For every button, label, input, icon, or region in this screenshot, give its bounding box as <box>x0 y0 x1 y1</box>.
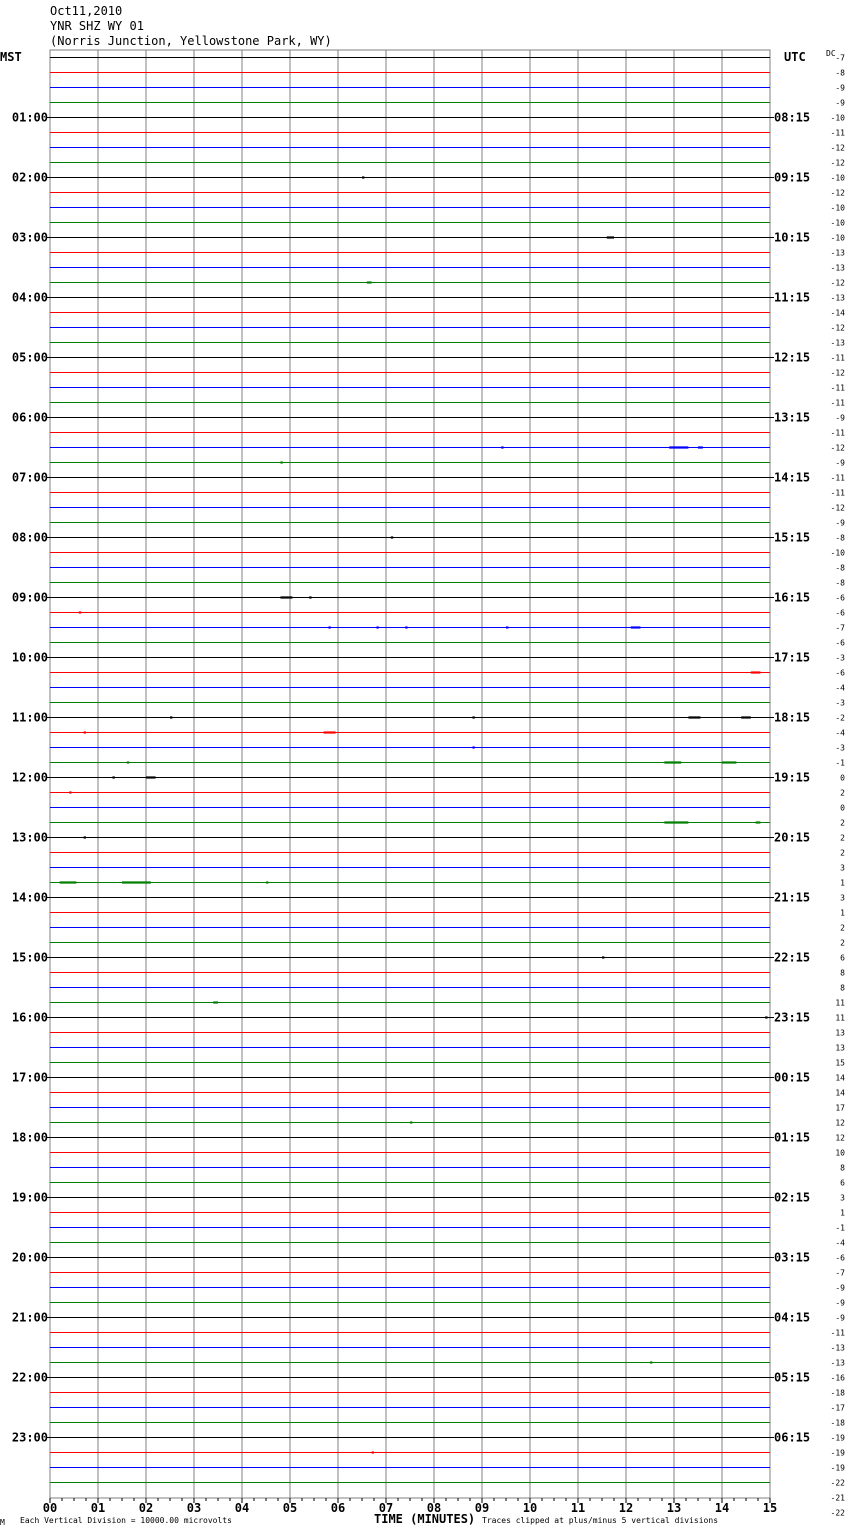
dc-offset-label: -4 <box>835 1238 845 1248</box>
mst-tick-label: 07:00 <box>11 470 48 485</box>
x-tick-label: 09 <box>474 1501 490 1515</box>
dc-offset-label: -9 <box>835 1298 845 1308</box>
dc-offset-label: -8 <box>835 533 845 543</box>
dc-offset-label: -19 <box>830 1433 845 1443</box>
dc-offset-label: 15 <box>835 1058 845 1068</box>
dc-offset-label: -12 <box>830 188 845 198</box>
utc-tick-label: 16:15 <box>774 590 811 605</box>
x-tick-label: 02 <box>138 1501 154 1515</box>
mst-tick-label: 08:00 <box>11 530 48 545</box>
dc-offset-label: -10 <box>830 113 845 123</box>
mst-tick-label: 13:00 <box>11 830 48 845</box>
mst-tick-label: 01:00 <box>11 110 48 125</box>
dc-offset-label: -10 <box>830 548 845 558</box>
dc-offset-label: -22 <box>830 1508 845 1518</box>
dc-offset-label: -11 <box>830 473 845 483</box>
dc-offset-label: -11 <box>830 428 845 438</box>
dc-offset-label: 13 <box>835 1028 845 1038</box>
dc-offset-label: 8 <box>840 968 845 978</box>
utc-tick-label: 20:15 <box>774 830 811 845</box>
dc-offset-label: 13 <box>835 1043 845 1053</box>
dc-offset-label: -10 <box>830 218 845 228</box>
dc-offset-label: 11 <box>835 1013 845 1023</box>
dc-offset-label: 2 <box>840 818 845 828</box>
mst-tick-label: 10:00 <box>11 650 48 665</box>
utc-tick-label: 00:15 <box>774 1070 811 1085</box>
mst-tick-label: 20:00 <box>11 1250 48 1265</box>
dc-offset-label: -11 <box>830 1328 845 1338</box>
dc-offset-label: 1 <box>840 908 845 918</box>
utc-tick-label: 22:15 <box>774 950 811 965</box>
mst-tick-label: 18:00 <box>11 1130 48 1145</box>
x-tick-label: 00 <box>42 1501 58 1515</box>
mst-tick-label: 16:00 <box>11 1010 48 1025</box>
dc-offset-label: -11 <box>830 488 845 498</box>
utc-axis-title: UTC <box>784 50 806 64</box>
mst-tick-label: 05:00 <box>11 350 48 365</box>
dc-offset-label: -13 <box>830 1358 845 1368</box>
dc-offset-label: -18 <box>830 1418 845 1428</box>
mst-tick-label: 02:00 <box>11 170 48 185</box>
dc-offset-label: -12 <box>830 368 845 378</box>
x-tick-label: 08 <box>426 1501 442 1515</box>
x-tick-label: 14 <box>714 1501 730 1515</box>
dc-offset-label: 2 <box>840 788 845 798</box>
dc-offset-label: -19 <box>830 1463 845 1473</box>
mst-tick-label: 09:00 <box>11 590 48 605</box>
dc-offset-label: 2 <box>840 923 845 933</box>
dc-offset-label: 6 <box>840 953 845 963</box>
utc-tick-label: 04:15 <box>774 1310 811 1325</box>
utc-tick-label: 06:15 <box>774 1430 811 1445</box>
dc-offset-label: 3 <box>840 863 845 873</box>
dc-offset-label: -11 <box>830 128 845 138</box>
dc-offset-label: -16 <box>830 1373 845 1383</box>
dc-offset-label: 0 <box>840 773 845 783</box>
dc-offset-label: 12 <box>835 1133 845 1143</box>
mst-tick-label: 11:00 <box>11 710 48 725</box>
utc-tick-label: 03:15 <box>774 1250 811 1265</box>
dc-offset-label: -4 <box>835 728 845 738</box>
dc-label: DC <box>826 49 836 58</box>
dc-offset-label: 14 <box>835 1073 845 1083</box>
dc-offset-label: 3 <box>840 893 845 903</box>
dc-offset-label: -3 <box>835 743 845 753</box>
dc-offset-label: -14 <box>830 308 845 318</box>
dc-offset-label: -12 <box>830 323 845 333</box>
dc-offset-label: -10 <box>830 173 845 183</box>
utc-tick-label: 18:15 <box>774 710 811 725</box>
utc-tick-label: 21:15 <box>774 890 811 905</box>
dc-offset-label: 8 <box>840 983 845 993</box>
dc-offset-label: -21 <box>830 1493 845 1503</box>
x-axis-label: TIME (MINUTES) <box>374 1512 476 1526</box>
x-tick-label: 10 <box>522 1501 538 1515</box>
dc-offset-label: -3 <box>835 653 845 663</box>
utc-tick-label: 19:15 <box>774 770 811 785</box>
dc-offset-label: -7 <box>835 623 845 633</box>
dc-offset-label: -13 <box>830 263 845 273</box>
utc-tick-label: 14:15 <box>774 470 811 485</box>
utc-tick-label: 15:15 <box>774 530 811 545</box>
dc-offset-label: -9 <box>835 1313 845 1323</box>
dc-offset-label: 0 <box>840 803 845 813</box>
x-tick-label: 03 <box>186 1501 202 1515</box>
dc-offset-label: -9 <box>835 98 845 108</box>
dc-offset-label: -12 <box>830 443 845 453</box>
utc-tick-label: 01:15 <box>774 1130 811 1145</box>
mst-axis-title: MST <box>0 50 22 64</box>
dc-offset-label: 10 <box>835 1148 845 1158</box>
mst-tick-label: 06:00 <box>11 410 48 425</box>
mst-tick-label: 04:00 <box>11 290 48 305</box>
utc-tick-label: 13:15 <box>774 410 811 425</box>
dc-offset-label: 12 <box>835 1118 845 1128</box>
dc-offset-label: 1 <box>840 1208 845 1218</box>
dc-offset-label: -4 <box>835 683 845 693</box>
dc-offset-label: -9 <box>835 518 845 528</box>
dc-offset-label: -13 <box>830 1343 845 1353</box>
dc-offset-label: -18 <box>830 1388 845 1398</box>
x-tick-label: 15 <box>762 1501 778 1515</box>
utc-tick-label: 10:15 <box>774 230 811 245</box>
dc-offset-label: -1 <box>835 1223 845 1233</box>
mst-tick-label: 23:00 <box>11 1430 48 1445</box>
dc-offset-label: -7 <box>835 53 845 63</box>
x-tick-label: 04 <box>234 1501 250 1515</box>
dc-offset-label: -11 <box>830 398 845 408</box>
utc-tick-label: 02:15 <box>774 1190 811 1205</box>
x-tick-label: 06 <box>330 1501 346 1515</box>
plot-date: Oct11,2010 <box>50 4 123 18</box>
x-tick-label: 13 <box>666 1501 682 1515</box>
utc-tick-label: 12:15 <box>774 350 811 365</box>
dc-offset-label: -12 <box>830 158 845 168</box>
dc-offset-label: 2 <box>840 938 845 948</box>
dc-offset-label: -22 <box>830 1478 845 1488</box>
corner-mark: M <box>0 1518 5 1527</box>
x-tick-label: 12 <box>618 1501 634 1515</box>
station-location: (Norris Junction, Yellowstone Park, WY) <box>50 34 332 48</box>
mst-tick-label: 19:00 <box>11 1190 48 1205</box>
x-tick-label: 05 <box>282 1501 298 1515</box>
utc-tick-label: 08:15 <box>774 110 811 125</box>
dc-offset-label: 1 <box>840 878 845 888</box>
dc-offset-label: -9 <box>835 413 845 423</box>
dc-offset-label: -17 <box>830 1403 845 1413</box>
scale-note: Each Vertical Division = 10000.00 microvolts <box>20 1516 232 1525</box>
dc-offset-label: -9 <box>835 83 845 93</box>
dc-offset-label: 2 <box>840 833 845 843</box>
dc-offset-label: 11 <box>835 998 845 1008</box>
dc-offset-label: 3 <box>840 1193 845 1203</box>
dc-offset-label: -8 <box>835 578 845 588</box>
dc-offset-label: -6 <box>835 638 845 648</box>
dc-offset-label: -10 <box>830 233 845 243</box>
dc-offset-label: -6 <box>835 593 845 603</box>
dc-offset-label: -9 <box>835 458 845 468</box>
dc-offset-label: -8 <box>835 68 845 78</box>
utc-tick-label: 05:15 <box>774 1370 811 1385</box>
mst-tick-label: 22:00 <box>11 1370 48 1385</box>
utc-tick-label: 11:15 <box>774 290 811 305</box>
dc-offset-label: -3 <box>835 698 845 708</box>
dc-offset-label: -13 <box>830 293 845 303</box>
mst-tick-label: 12:00 <box>11 770 48 785</box>
dc-offset-label: -7 <box>835 1268 845 1278</box>
dc-offset-label: -12 <box>830 503 845 513</box>
dc-offset-label: -19 <box>830 1448 845 1458</box>
dc-offset-label: -6 <box>835 1253 845 1263</box>
x-tick-label: 11 <box>570 1501 586 1515</box>
dc-offset-label: -13 <box>830 248 845 258</box>
dc-offset-label: 8 <box>840 1163 845 1173</box>
dc-offset-label: 2 <box>840 848 845 858</box>
dc-offset-label: -8 <box>835 563 845 573</box>
dc-offset-label: 6 <box>840 1178 845 1188</box>
dc-offset-label: -1 <box>835 758 845 768</box>
utc-tick-label: 09:15 <box>774 170 811 185</box>
dc-offset-label: -6 <box>835 668 845 678</box>
utc-tick-label: 23:15 <box>774 1010 811 1025</box>
dc-offset-label: -10 <box>830 203 845 213</box>
mst-tick-label: 14:00 <box>11 890 48 905</box>
x-tick-label: 07 <box>378 1501 394 1515</box>
dc-offset-label: 14 <box>835 1088 845 1098</box>
dc-offset-label: -9 <box>835 1283 845 1293</box>
dc-offset-label: -2 <box>835 713 845 723</box>
dc-offset-label: -12 <box>830 278 845 288</box>
dc-offset-label: -11 <box>830 353 845 363</box>
clip-note: Traces clipped at plus/minus 5 vertical divisions <box>482 1516 719 1525</box>
mst-tick-label: 15:00 <box>11 950 48 965</box>
dc-offset-label: -13 <box>830 338 845 348</box>
x-tick-label: 01 <box>90 1501 106 1515</box>
dc-offset-label: -6 <box>835 608 845 618</box>
dc-offset-label: -11 <box>830 383 845 393</box>
station-code: YNR SHZ WY 01 <box>50 19 144 33</box>
dc-offset-label: -12 <box>830 143 845 153</box>
mst-tick-label: 21:00 <box>11 1310 48 1325</box>
mst-tick-label: 03:00 <box>11 230 48 245</box>
dc-offset-label: 17 <box>835 1103 845 1113</box>
utc-tick-label: 17:15 <box>774 650 811 665</box>
mst-tick-label: 17:00 <box>11 1070 48 1085</box>
